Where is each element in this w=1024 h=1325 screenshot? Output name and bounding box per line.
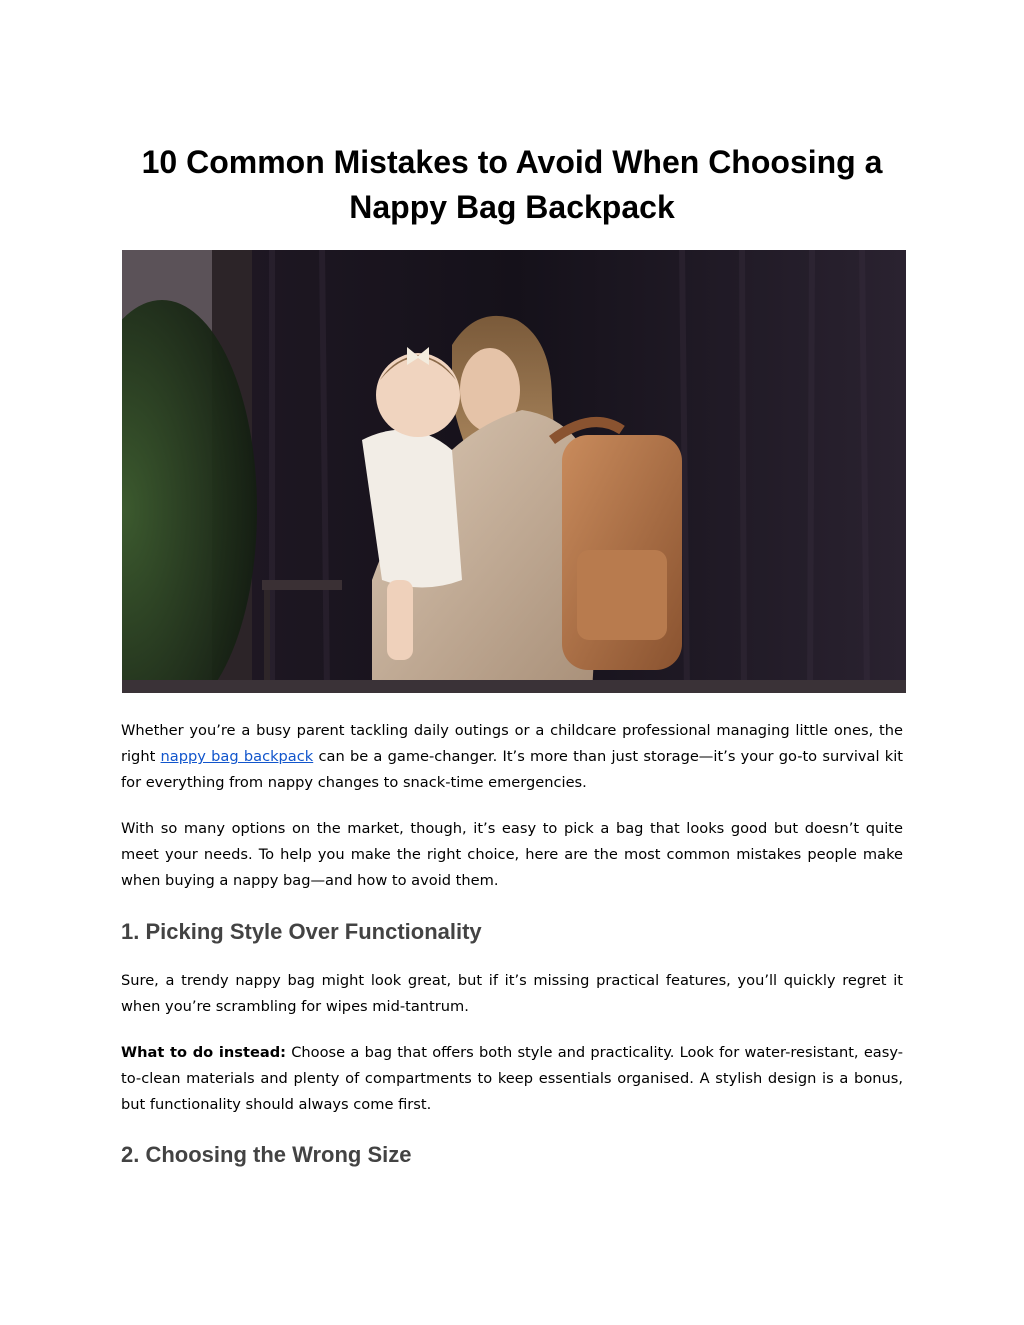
- hero-image: [122, 250, 906, 693]
- intro-paragraph-1: Whether you’re a busy parent tackling daily outings or a childcare professional managing little ones, the right nappy bag backpack can be a game-changer. It’s more than just storage—it’s your go-to survival kit for everything from nappy changes to snack-time emergencies.: [121, 722, 904, 791]
- section-heading-1: 1. Picking Style Over Functionality: [121, 919, 482, 944]
- nappy-bag-backpack-link[interactable]: nappy bag backpack: [160, 748, 314, 765]
- section-1-tip: [121, 1040, 903, 1118]
- tip-text: Choose a bag that offers both style and practicality. Look for water-resistant, easy-to-clean materials and plenty of compartments to keep essentials organised. A stylish design is a bonus, but functionality should always come first.: [121, 1044, 903, 1113]
- section-heading-2: 2. Choosing the Wrong Size: [121, 1142, 412, 1167]
- tip-label: What to do instead:: [121, 1044, 286, 1061]
- section-1-body: Sure, a trendy nappy bag might look great, but if it’s missing practical features, you’ll quickly regret it when you’re scrambling for wipes mid-tantrum.: [121, 972, 903, 1015]
- page-title: 10 Common Mistakes to Avoid When Choosing a Nappy Bag Backpack: [141, 144, 883, 225]
- hero-photo: [122, 250, 906, 693]
- intro-paragraph-2: With so many options on the market, though, it’s easy to pick a bag that looks good but doesn’t quite meet your needs. To help you make the right choice, here are the most common mistakes people make when buying a nappy bag—and how to avoid them.: [121, 820, 903, 889]
